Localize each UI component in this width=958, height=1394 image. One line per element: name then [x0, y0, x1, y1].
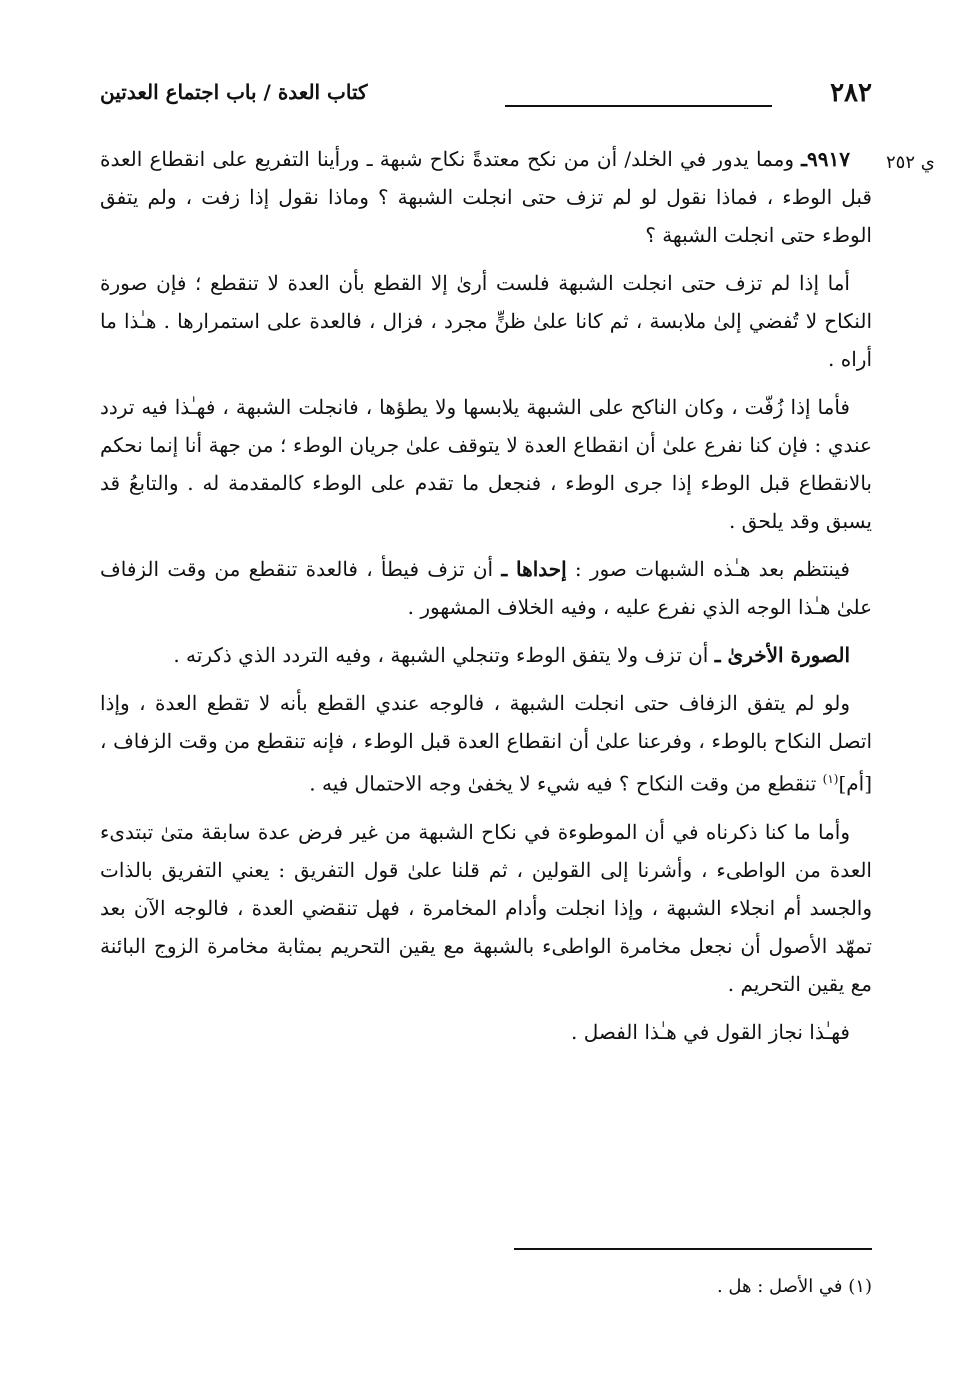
paragraph-5-text: أن تزف ولا يتفق الوطء وتنجلي الشبهة ، وفيه التردد الذي ذكرته . — [173, 643, 715, 667]
page-header — [100, 78, 872, 112]
page-number: ٢٨٢ — [830, 78, 872, 108]
footnote-marker: (١) — [848, 1276, 872, 1297]
running-title: كتاب العدة / باب اجتماع العدتين — [100, 80, 368, 104]
paragraph-1 — [100, 140, 872, 254]
paragraph-4-text: أن تزف فيطأ ، فالعدة تنقطع من وقت الزفاف علىٰ هـٰذا الوجه الذي نفرع عليه ، وفيه الخلاف المشهور . — [100, 557, 872, 619]
paragraph-4 — [100, 550, 872, 626]
header-rule — [505, 105, 772, 107]
paragraph-4-heading: إحداها ـ — [501, 557, 567, 581]
text-body — [100, 140, 872, 1061]
paragraph-5 — [100, 636, 872, 674]
paragraph-1-text: ومما يدور في الخلد/ أن من نكح معتدةً نكاح شبهة ـ ورأينا التفريع على انقطاع العدة قبل الوطء ، فماذا نقول لو لم تزف حتى انجلت الشبهة ؟ وماذا نقول إذا زفت ، ولم يتفق الوطء حتى انجلت الشبهة ؟ — [100, 147, 872, 247]
paragraph-8: فهـٰذا نجاز القول في هـٰذا الفصل . — [570, 1019, 850, 1044]
paragraph-6-lead: ولو لم يتفق الزفاف حتى انجلت الشبهة ، فالوجه عندي القطع بأنه لا تقطع العدة ، وإذا اتصل النكاح بالوطء ، وفرعنا علىٰ أن انقطاع العدة قبل الوطء ، فإنه تنقطع من وقت الزفاف ، [أم] — [100, 691, 872, 796]
margin-reference: ي ٢٥٢ — [886, 152, 935, 173]
footnote-text: في الأصل : هل . — [716, 1276, 849, 1297]
paragraph-3: فأما إذا زُفّت ، وكان الناكح على الشبهة يلابسها ولا يطؤها ، فانجلت الشبهة ، فهـٰذا فيه تردد عندي : فإن كنا نفرع علىٰ أن انقطاع العدة لا يتوقف علىٰ جريان الوطء ؛ من جهة أنا إنما نحكم بالانقطاع قبل الوطء إذا جرى الوطء ، فنجعل ما تقدم على الوطء كالمقدمة له . والتابعُ قد يسبق وقد يلحق . — [100, 395, 872, 533]
paragraph-6-text: تنقطع من وقت النكاح ؟ فيه شيء لا يخفىٰ وجه الاحتمال فيه . — [309, 771, 823, 796]
paragraph-6 — [100, 684, 872, 803]
paragraph-5-heading: الصورة الأخرىٰ ـ — [714, 643, 850, 667]
footnote-reference: (١) — [822, 772, 839, 786]
paragraph-7: وأما ما كنا ذكرناه في أن الموطوءة في نكاح الشبهة من غير فرض عدة سابقة متىٰ تبتدىء العدة من الواطىء ، وأشرنا إلى القولين ، ثم قلنا علىٰ قول التفريق : يعني التفريق بالذات والجسد أم انجلاء الشبهة ، وإذا انجلت وأدام المخامرة ، فهل تنقضي العدة ، فالوجه الآن بعد تمهّد الأصول أن نجعل مخامرة الواطىء بالشبهة مع يقين التحريم بمثابة مخامرة الزوج البائنة مع يقين التحريم . — [100, 819, 872, 996]
issue-number: ٩٩١٧ـ — [801, 147, 850, 171]
paragraph-4-lead: فينتظم بعد هـٰذه الشبهات صور : — [566, 557, 850, 581]
paragraph-2: أما إذا لم تزف حتى انجلت الشبهة فلست أرىٰ إلا القطع بأن العدة لا تنقطع ؛ فإن صورة النكاح لا تُفضي إلىٰ ملابسة ، ثم كانا علىٰ ظنٍّ مجرد ، فزال ، فالعدة على استمرارها . هـٰذا ما أراه . — [100, 271, 872, 371]
footnote-rule — [514, 1248, 872, 1250]
footnote — [100, 1276, 872, 1297]
